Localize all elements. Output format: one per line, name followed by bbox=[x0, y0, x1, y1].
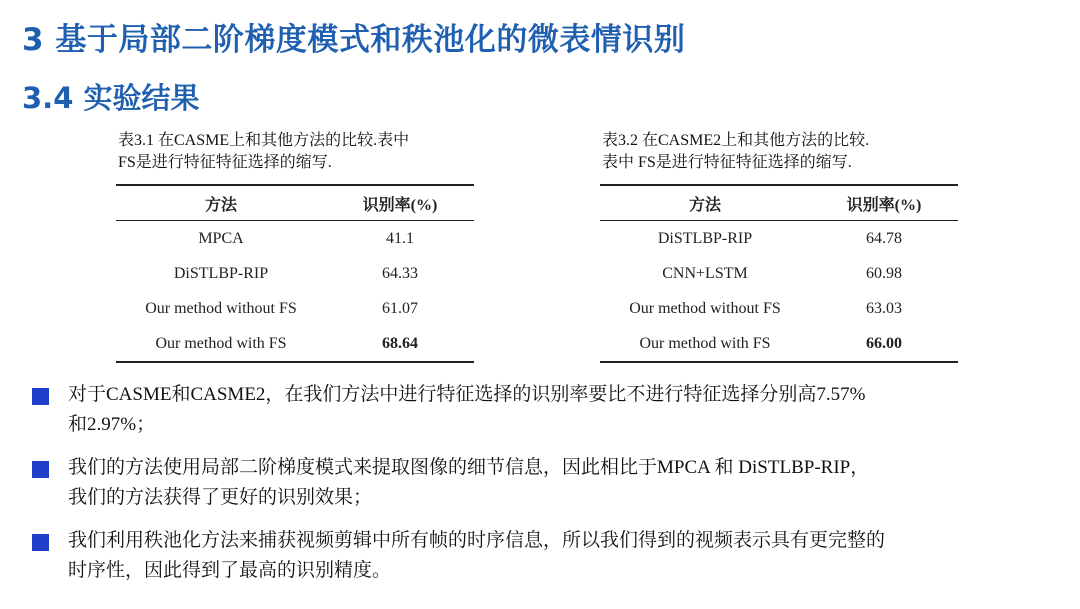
table-row bbox=[116, 221, 474, 257]
table-3-2 bbox=[600, 130, 960, 363]
table-row bbox=[600, 291, 958, 326]
table-row bbox=[116, 326, 474, 362]
table-row bbox=[600, 326, 958, 362]
square-bullet-icon bbox=[32, 388, 49, 405]
bullet-item bbox=[32, 526, 1062, 586]
method-cell: Our method with FS bbox=[116, 326, 326, 362]
bullet-line: 和2.97%； bbox=[68, 414, 156, 435]
table-3-1 bbox=[116, 130, 476, 363]
results-table bbox=[600, 184, 958, 363]
bullet-item bbox=[32, 380, 1062, 440]
bullet-list bbox=[32, 380, 1062, 599]
rate-cell: 41.1 bbox=[386, 229, 414, 247]
method-cell: DiSTLBP-RIP bbox=[657, 229, 753, 247]
method-cell: DiSTLBP-RIP bbox=[173, 264, 269, 282]
rate-cell: 64.33 bbox=[382, 264, 418, 282]
method-cell: Our method without FS bbox=[629, 299, 781, 317]
bullet-line: 我们利用秩池化方法来捕获视频剪辑中所有帧的时序信息，所以我们得到的视频表示具有更完整的 bbox=[68, 530, 886, 551]
square-bullet-icon bbox=[32, 461, 49, 478]
section-subtitle: 3.4 实验结果 bbox=[22, 81, 200, 115]
results-table bbox=[116, 184, 474, 363]
rate-cell: 60.98 bbox=[866, 264, 902, 282]
column-header-method: 方法 bbox=[600, 185, 810, 221]
method-cell: Our method with FS bbox=[600, 326, 810, 362]
method-cell: Our method without FS bbox=[145, 299, 297, 317]
table-caption: 表3.1 在CASME上和其他方法的比较.表中 FS是进行特征特征选择的缩写. bbox=[118, 132, 410, 171]
method-cell: CNN+LSTM bbox=[662, 264, 748, 282]
rate-cell-best: 66.00 bbox=[810, 326, 958, 362]
table-caption: 表3.2 在CASME2上和其他方法的比较. 表中 FS是进行特征特征选择的缩写. bbox=[602, 132, 870, 171]
bullet-line: 我们的方法使用局部二阶梯度模式来提取图像的细节信息，因此相比于MPCA 和 DiSTLBP-RIP， bbox=[68, 457, 870, 478]
table-header-row bbox=[600, 185, 958, 221]
square-bullet-icon bbox=[32, 534, 49, 551]
table-row bbox=[600, 221, 958, 257]
column-header-method: 方法 bbox=[116, 185, 326, 221]
rate-cell-best: 68.64 bbox=[326, 326, 474, 362]
bullet-line: 时序性，因此得到了最高的识别精度。 bbox=[68, 560, 392, 581]
rate-cell: 63.03 bbox=[866, 299, 902, 317]
bullet-line: 对于CASME和CASME2，在我们方法中进行特征选择的识别率要比不进行特征选择分别高7.57% bbox=[68, 384, 866, 405]
table-row bbox=[116, 256, 474, 291]
table-header-row bbox=[116, 185, 474, 221]
table-row bbox=[116, 291, 474, 326]
bullet-item bbox=[32, 453, 1062, 513]
rate-cell: 64.78 bbox=[866, 229, 902, 247]
table-row bbox=[600, 256, 958, 291]
rate-cell: 61.07 bbox=[382, 299, 418, 317]
slide-title: 3 基于局部二阶梯度模式和秩池化的微表情识别 bbox=[22, 22, 686, 58]
method-cell: MPCA bbox=[198, 229, 244, 247]
bullet-line: 我们的方法获得了更好的识别效果； bbox=[68, 487, 373, 508]
column-header-rate: 识别率(%) bbox=[810, 185, 958, 221]
column-header-rate: 识别率(%) bbox=[326, 185, 474, 221]
